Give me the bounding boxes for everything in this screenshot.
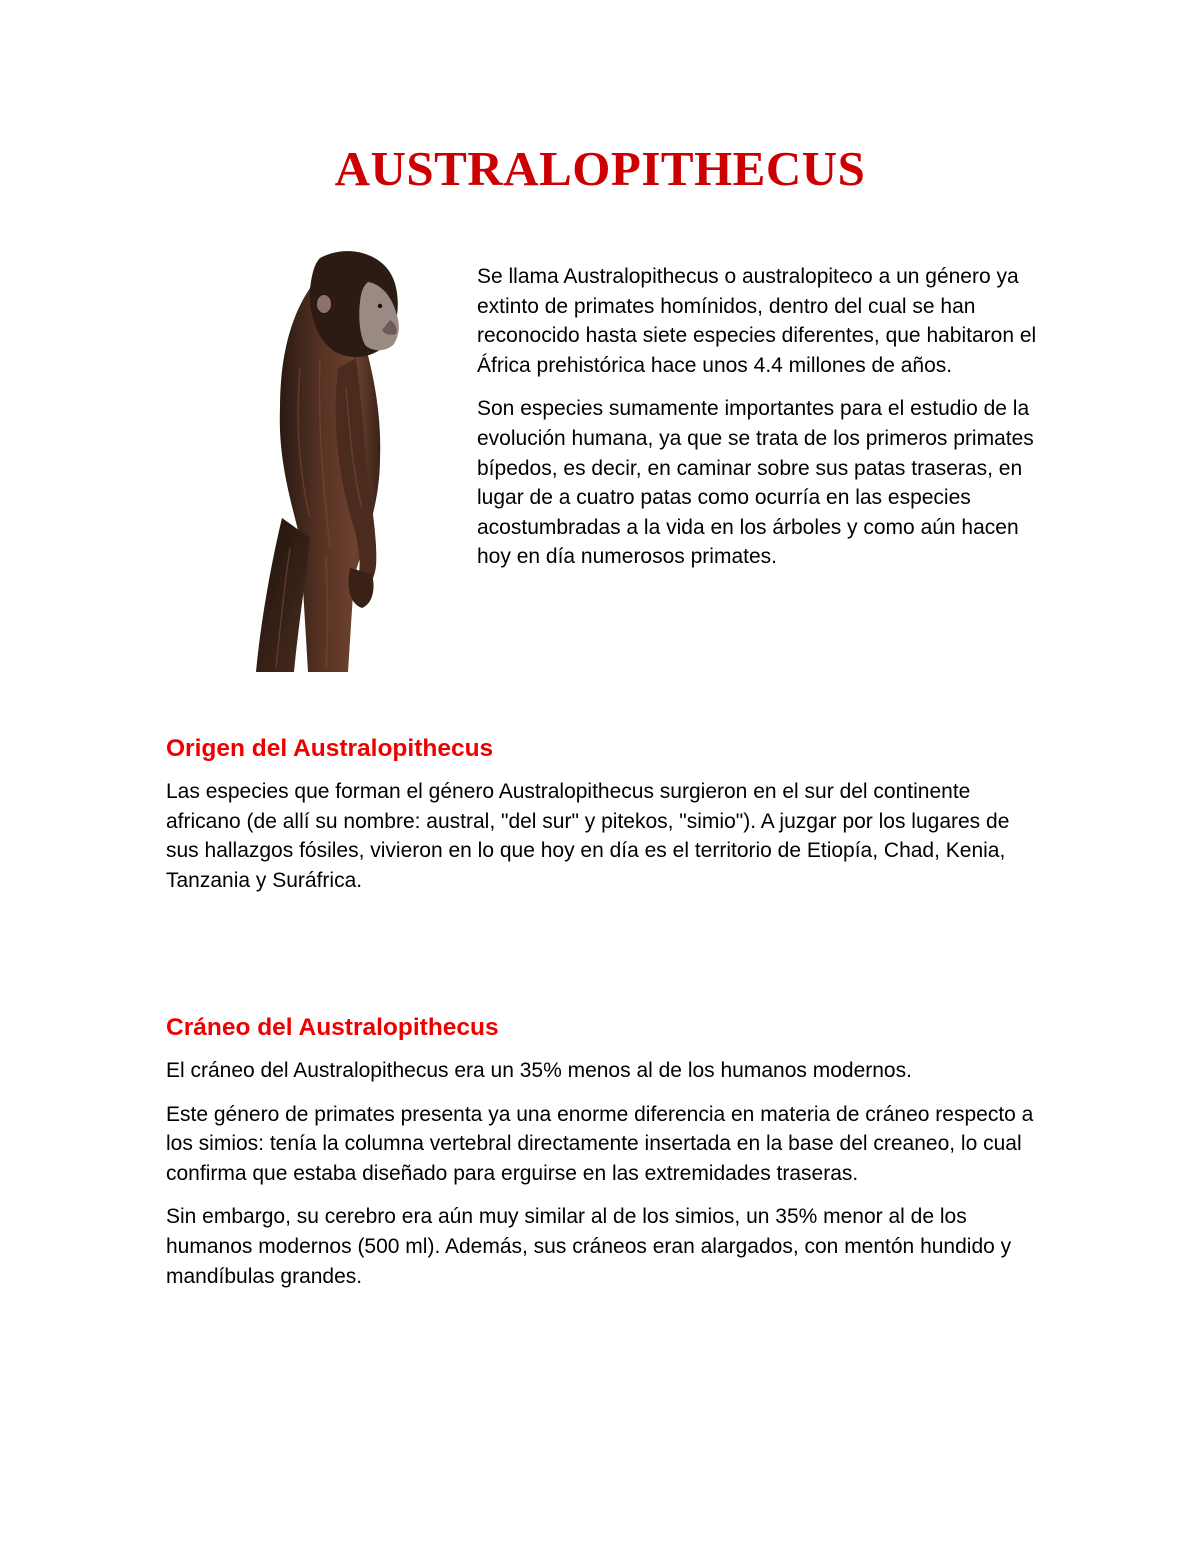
- page-title: AUSTRALOPITHECUS: [334, 141, 866, 196]
- craneo-paragraph-3: Sin embargo, su cerebro era aún muy similar al de los simios, un 35% menor al de los humanos modernos (500 ml). Además, sus cráneos eran alargados, con mentón hundido y mandíbulas grandes.: [166, 1205, 1012, 1288]
- australopithecus-icon: [250, 248, 420, 672]
- section-origen: [166, 735, 1046, 909]
- section-heading-craneo: Cráneo del Australopithecus: [166, 1014, 499, 1041]
- intro-paragraph-1: Se llama Australopithecus o australopiteco a un género ya extinto de primates homínidos, dentro del cual se han reconocido hasta siete especies diferentes, que habitaron el África prehistórica hace unos 4.4 millones de años.: [477, 265, 1037, 377]
- craneo-paragraph-1: El cráneo del Australopithecus era un 35% menos al de los humanos modernos.: [166, 1059, 912, 1082]
- section-heading-origen: Origen del Australopithecus: [166, 735, 494, 762]
- craneo-paragraph-2: Este género de primates presenta ya una enorme diferencia en materia de cráneo respecto a los simios: tenía la columna vertebral directamente insertada en la base del creaneo, lo cual confirma que estaba diseñado para erguirse en las extremidades traseras.: [166, 1102, 1034, 1185]
- australopithecus-illustration: [250, 248, 420, 672]
- origen-paragraph-1: Las especies que forman el género Australopithecus surgieron en el sur del continente africano (de allí su nombre: austral, "del sur" y pitekos, "simio"). A juzgar por los lugares de sus hallazgos fósiles, vivieron en lo que hoy en día es el territorio de Etiopía, Chad, Kenia, Tanzania y Suráfrica.: [166, 780, 1010, 892]
- intro-paragraph-2: Son especies sumamente importantes para el estudio de la evolución humana, ya que se trata de los primeros primates bípedos, es decir, en caminar sobre sus patas traseras, en lugar de a cuatro patas como ocurría en las especies acostumbradas a la vida en los árboles y como aún hacen hoy en día numerosos primates.: [477, 397, 1034, 569]
- intro-text: [477, 262, 1037, 586]
- section-craneo: [166, 1014, 1046, 1305]
